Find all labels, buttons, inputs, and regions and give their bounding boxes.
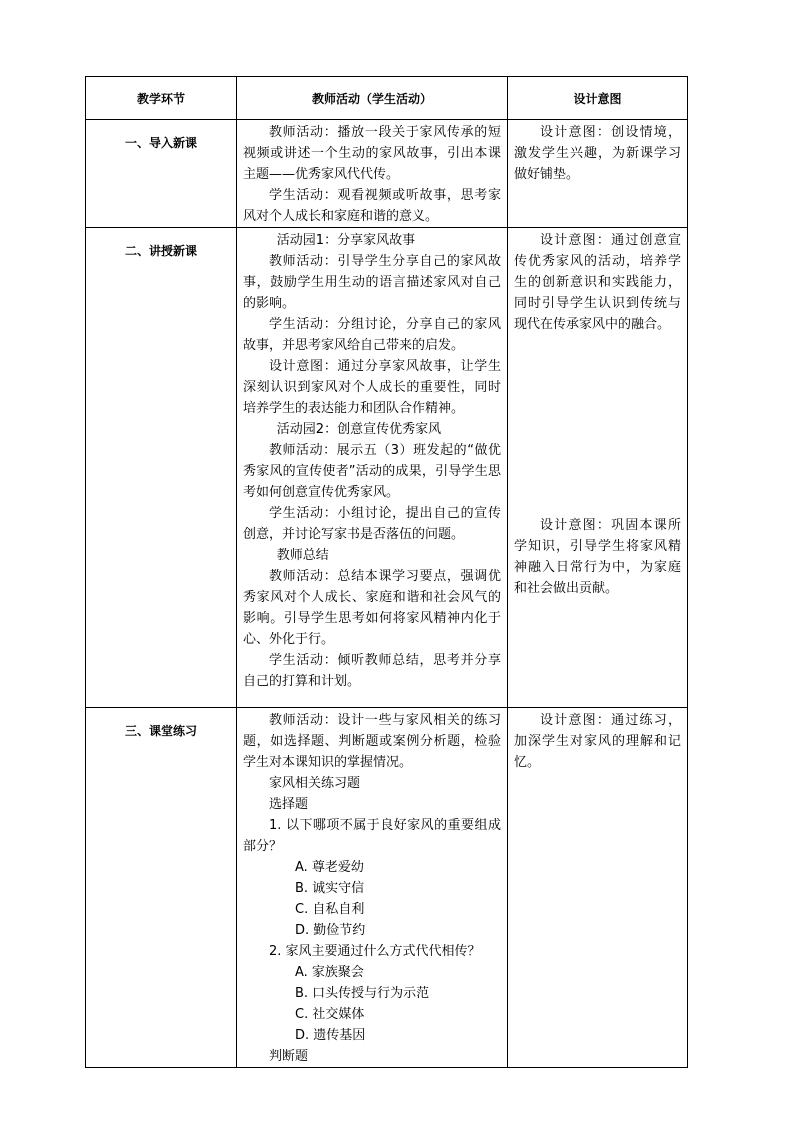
student-activity: 学生活动：倾听教师总结，思考并分享自己的打算和计划。 (243, 653, 501, 689)
activity-cell (237, 120, 508, 228)
activity-cell (237, 228, 508, 708)
option-a: A. 尊老爱幼 (295, 860, 364, 875)
design-intent: 设计意图：通过分享家风故事，让学生深刻认识到家风对个人成长的重要性，同时培养学生的表达能力和团队合作精神。 (243, 359, 501, 416)
table-header-row (86, 77, 688, 120)
header-intent: 设计意图 (508, 77, 688, 120)
table-row-lecture (86, 228, 688, 708)
lesson-plan-table (85, 76, 688, 1068)
design-intent: 设计意图：创设情境，激发学生兴趣，为新课学习做好铺垫。 (514, 125, 681, 182)
option-a: A. 家族聚会 (295, 965, 364, 980)
teacher-activity: 教师活动：设计一些与家风相关的练习题，如选择题、判断题或案例分析题，检验学生对本课知识的掌握情况。 (243, 713, 501, 770)
option-c: C. 社交媒体 (295, 1007, 365, 1022)
summary-title: 教师总结 (276, 548, 329, 563)
table-row-practice (86, 708, 688, 1068)
activity-title: 活动园2：创意宣传优秀家风 (276, 422, 442, 437)
teacher-activity: 教师活动：总结本课学习要点，强调优秀家风对个人成长、家庭和谐和社会风气的影响。引导学生思考如何将家风精神内化于心、外化于行。 (243, 569, 501, 647)
student-activity: 学生活动：观看视频或听故事，思考家风对个人成长和家庭和谐的意义。 (243, 188, 501, 224)
activity-title: 活动园1：分享家风故事 (276, 233, 416, 248)
student-activity: 学生活动：小组讨论，提出自己的宣传创意，并讨论写家书是否落伍的问题。 (243, 506, 501, 542)
table-row-intro (86, 120, 688, 228)
intent-cell (508, 708, 688, 1068)
stage-label: 二、讲授新课 (86, 228, 237, 708)
choice-title: 选择题 (269, 797, 309, 812)
activity-cell (237, 708, 508, 1068)
teacher-activity: 教师活动：展示五（3）班发起的“做优秀家风的宣传使者”活动的成果，引导学生思考如何创意宣传优秀家风。 (243, 443, 501, 500)
design-intent: 设计意图：通过创意宣传优秀家风的活动，培养学生的创新意识和实践能力，同时引导学生认识到传统与现代在传承家风中的融合。 (514, 233, 681, 332)
design-intent: 设计意图：巩固本课所学知识，引导学生将家风精神融入日常行为中，为家庭和社会做出贡献。 (514, 518, 681, 596)
judge-title: 判断题 (269, 1049, 309, 1064)
header-stage: 教学环节 (86, 77, 237, 120)
option-d: D. 勤俭节约 (295, 923, 366, 938)
intent-cell (508, 120, 688, 228)
intent-cell (508, 228, 688, 708)
option-b: B. 诚实守信 (295, 881, 365, 896)
student-activity: 学生活动：分组讨论，分享自己的家风故事，并思考家风给自己带来的启发。 (243, 317, 501, 353)
option-c: C. 自私自利 (295, 902, 365, 917)
header-activity: 教师活动（学生活动） (237, 77, 508, 120)
teacher-activity: 教师活动：播放一段关于家风传承的短视频或讲述一个生动的家风故事，引出本课主题——优秀家风代代传。 (243, 125, 501, 182)
question-1: 1. 以下哪项不属于良好家风的重要组成部分？ (243, 818, 501, 854)
teacher-activity: 教师活动：引导学生分享自己的家风故事，鼓励学生用生动的语言描述家风对自己的影响。 (243, 254, 501, 311)
option-d: D. 遗传基因 (295, 1028, 366, 1043)
stage-label: 三、课堂练习 (86, 708, 237, 1068)
stage-label: 一、导入新课 (86, 120, 237, 228)
question-2: 2. 家风主要通过什么方式代代相传？ (269, 944, 481, 959)
option-b: B. 口头传授与行为示范 (295, 986, 430, 1001)
design-intent: 设计意图：通过练习，加深学生对家风的理解和记忆。 (514, 713, 681, 770)
exercise-title: 家风相关练习题 (269, 776, 361, 791)
